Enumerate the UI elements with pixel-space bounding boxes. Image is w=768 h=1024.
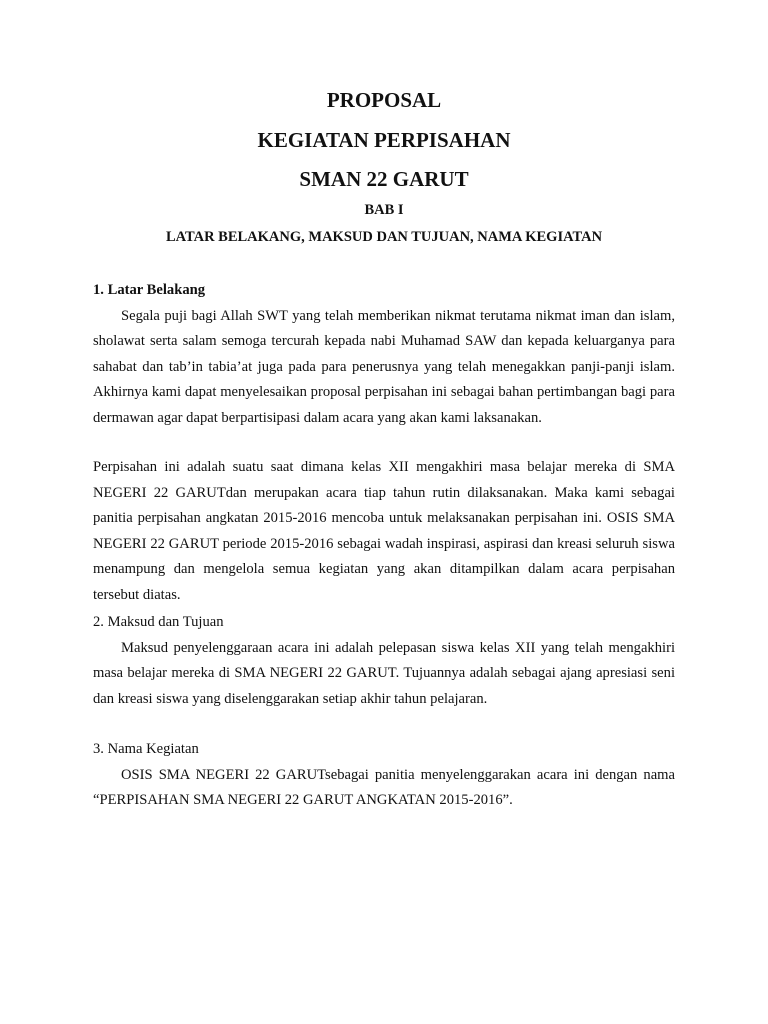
section-heading-purpose: 2. Maksud dan Tujuan: [93, 614, 224, 630]
purpose-paragraph: Maksud penyelenggaraan acara ini adalah pelepasan siswa kelas XII yang telah mengakhiri masa belajar mereka di SMA NEGERI 22 GARUT. Tujuannya adalah sebagai ajang apresiasi seni dan kreasi siswa yang diselenggarakan setiap akhir tahun pelajaran.: [93, 639, 675, 707]
background-paragraph-1: Segala puji bagi Allah SWT yang telah memberikan nikmat terutama nikmat iman dan islam, sholawat serta salam semoga tercurah kepada nabi Muhamad SAW dan kepada keluarganya para sahabat dan tab’in tabia’at juga pada para penerusnya yang telah menegakkan panji-panji islam. Akhirnya kami dapat menyelesaikan proposal perpisahan ini sebagai bahan pertimbangan bagi para dermawan agar dapat berpartisipasi dalam acara yang akan kami laksanakan.: [93, 307, 675, 426]
chapter-label: BAB I: [364, 202, 404, 218]
section-purpose: [93, 610, 675, 712]
section-background-continued: [93, 455, 675, 609]
section-event-name: [93, 737, 675, 814]
section-background: [93, 278, 675, 432]
background-paragraph-2: Perpisahan ini adalah suatu saat dimana kelas XII mengakhiri masa belajar mereka di SMA NEGERI 22 GARUTdan merupakan acara tiap tahun rutin dilaksanakan. Maka kami sebagai panitia perpisahan angkatan 2015-2016 mencoba untuk melaksanakan perpisahan ini. OSIS SMA NEGERI 22 GARUT periode 2015-2016 sebagai wadah inspirasi, aspirasi dan kreasi seluruh siswa menampung dan mengelola semua kegiatan yang akan ditampilkan dalam acara perpisahan tersebut diatas.: [93, 459, 675, 603]
section-heading-event-name: 3. Nama Kegiatan: [93, 741, 199, 757]
section-heading-background: 1. Latar Belakang: [93, 282, 206, 298]
document-title-school: SMAN 22 GARUT: [299, 167, 469, 191]
chapter-subtitle: LATAR BELAKANG, MAKSUD DAN TUJUAN, NAMA KEGIATAN: [165, 229, 603, 245]
document-title: PROPOSAL: [326, 88, 442, 112]
document-title-event: KEGIATAN PERPISAHAN: [257, 128, 511, 152]
event-name-paragraph: OSIS SMA NEGERI 22 GARUTsebagai panitia menyelenggarakan acara ini dengan nama “PERPISAHAN SMA NEGERI 22 GARUT ANGKATAN 2015-2016”.: [93, 766, 675, 809]
